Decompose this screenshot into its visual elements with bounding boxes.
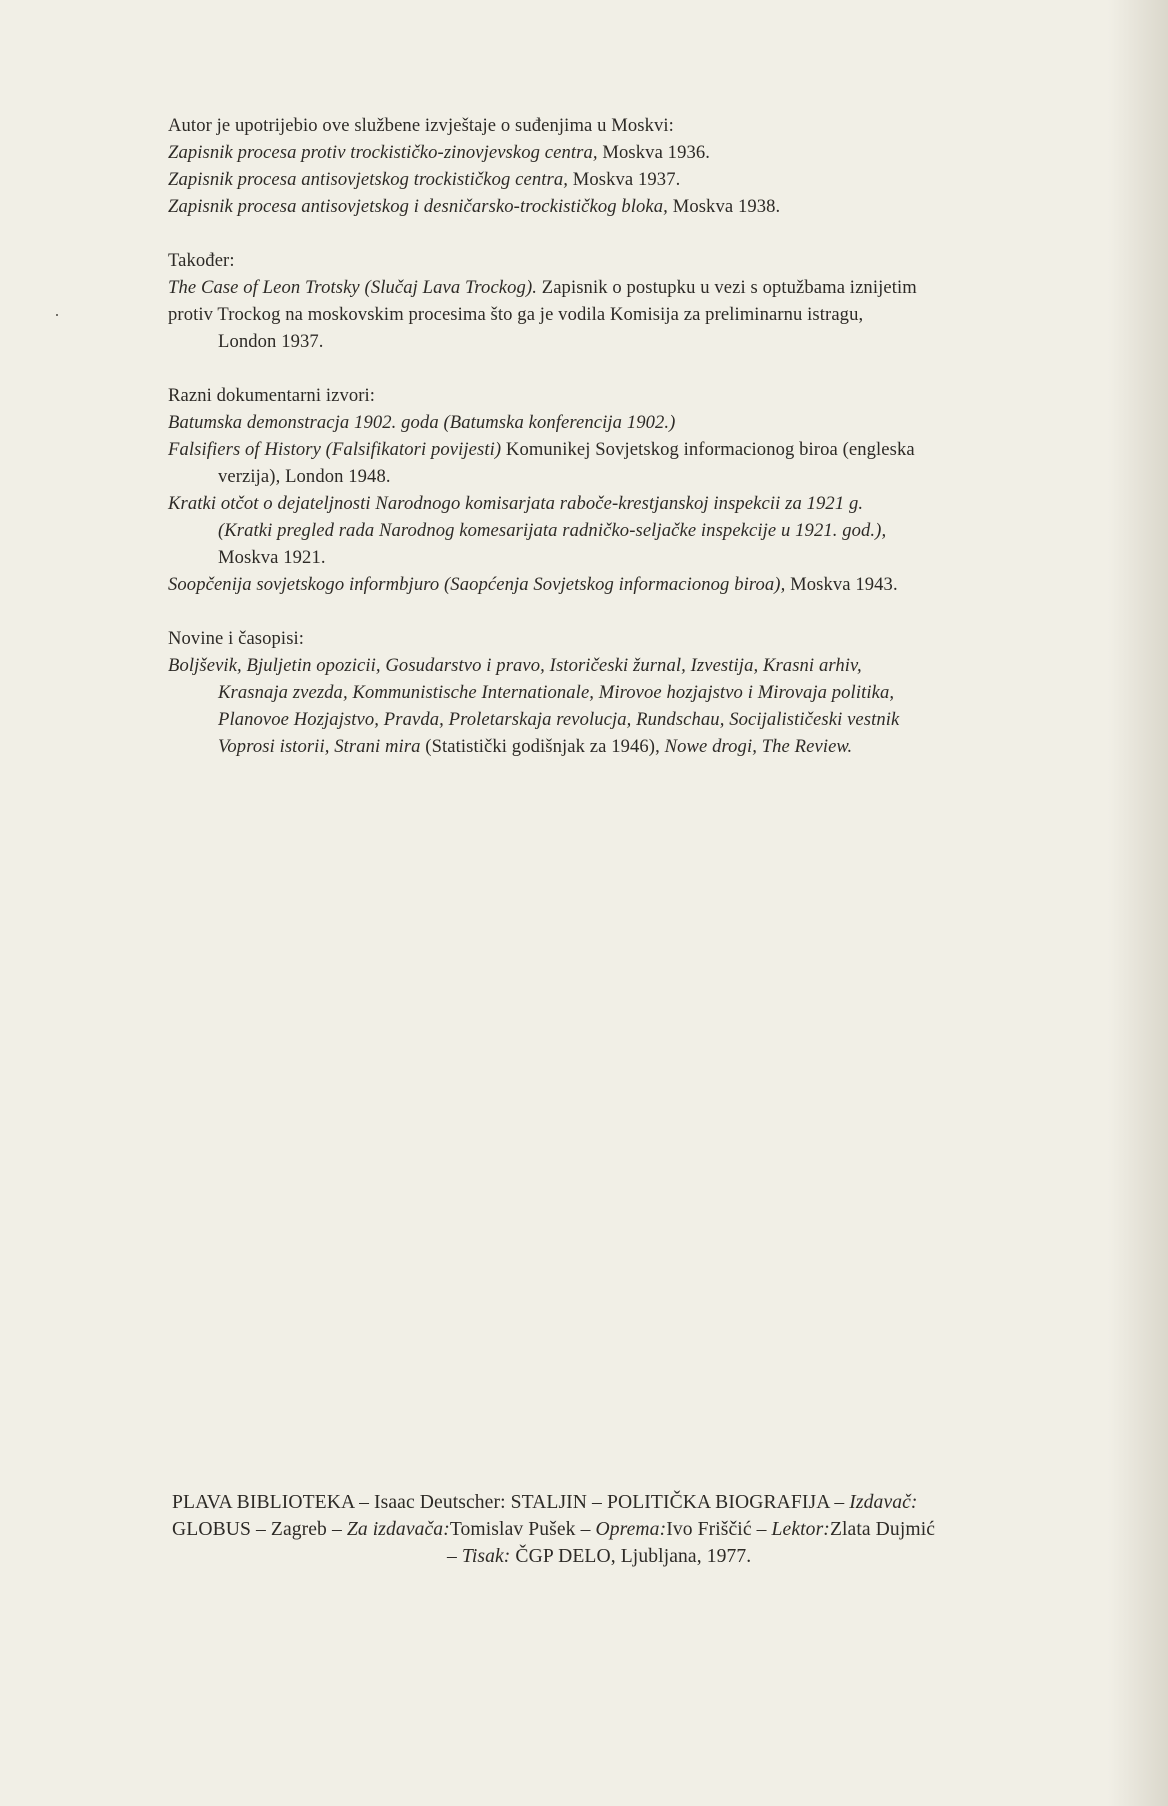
report-title: Zapisnik procesa protiv trockističko-zinovjevskog centra,: [168, 142, 598, 163]
report-place: Moskva 1938.: [672, 196, 781, 217]
trotsky-case-entry: [168, 274, 1098, 301]
design: Ivo Friščić –: [666, 1519, 767, 1540]
colophon: [172, 1489, 1102, 1570]
print-label: Tisak:: [461, 1546, 511, 1567]
trotsky-case-text-1: Zapisnik o postupku u vezi s optužbama iznijetim: [541, 277, 917, 298]
printer: ČGP DELO, Ljubljana, 1977.: [515, 1546, 752, 1567]
newspapers-line: [168, 652, 1098, 679]
newspapers-note: (Statistički godišnjak za 1946),: [425, 736, 660, 757]
source-text-continued: verzija), London 1948.: [218, 466, 391, 487]
report-title: Zapisnik procesa antisovjetskog i desničarsko-trockističkog bloka,: [168, 196, 668, 217]
newspapers-list: Nowe drogi, The Review.: [664, 736, 853, 757]
colophon-line-3: [172, 1543, 1102, 1570]
publisher: GLOBUS – Zagreb –: [172, 1519, 342, 1540]
source-title: Falsifiers of History (Falsifikatori povijesti): [168, 439, 502, 460]
page-edge-shadow: [1108, 0, 1168, 1806]
source-title: Soopčenija sovjetskogo informbjuro (Saopćenja Sovjetskog informacionog biroa),: [168, 574, 786, 595]
newspapers-list: Boljševik, Bjuljetin opozicii, Gosudarstvo i pravo, Istoričeski žurnal, Izvestija, Krasni arhiv,: [168, 655, 862, 676]
design-label: Oprema:: [595, 1519, 667, 1540]
for-publisher-label: Za izdavača:: [346, 1519, 450, 1540]
trotsky-case-text-3: London 1937.: [218, 331, 324, 352]
source-entry-kratki: [168, 490, 1098, 517]
colophon-line-1: [172, 1489, 1102, 1516]
trial-reports-section: [168, 112, 1098, 220]
report-entry: [168, 166, 1098, 193]
editor-label: Lektor:: [771, 1519, 830, 1540]
trotsky-case-text-2: protiv Trockog na moskovskim procesima što ga je vodila Komisija za preliminarnu istragu,: [168, 304, 864, 325]
source-title-translation: (Kratki pregled rada Narodnog komesarijata radničko-seljačke inspekcije u 1921. god.),: [218, 520, 887, 541]
newspapers-list: Planovoe Hozjajstvo, Pravda, Proletarskaja revolucja, Rundschau, Socijalističeski vestnik: [218, 709, 900, 730]
trotsky-case-title: The Case of Leon Trotsky (Slučaj Lava Trockog).: [168, 277, 537, 298]
report-entry: [168, 139, 1098, 166]
newspapers-line: [168, 733, 1098, 760]
documentary-sources-section: [168, 382, 1098, 598]
section-heading-newspapers: Novine i časopisi:: [168, 628, 305, 649]
publisher-label: Izdavač:: [849, 1492, 918, 1513]
newspapers-section: [168, 625, 1098, 760]
section-heading-also: Također:: [168, 250, 235, 271]
also-section: [168, 247, 1098, 355]
source-entry-batumska: [168, 409, 1098, 436]
source-entry-soopcenija: [168, 571, 1098, 598]
report-entry: [168, 193, 1098, 220]
source-entry-falsifiers: [168, 436, 1098, 463]
source-text: Komunikej Sovjetskog informacionog biroa (engleska: [505, 439, 915, 460]
series-and-title: PLAVA BIBLIOTEKA – Isaac Deutscher: STALJIN – POLITIČKA BIOGRAFIJA –: [172, 1492, 845, 1513]
newspapers-list: Krasnaja zvezda, Kommunistische Internationale, Mirovoe hozjajstvo i Mirovaja politika,: [218, 682, 895, 703]
source-place: Moskva 1943.: [790, 574, 898, 595]
source-title: Kratki otčot o dejateljnosti Narodnogo komisarjata raboče-krestjanskoj inspekcii za 1921 g.: [168, 493, 864, 514]
newspapers-line: [168, 679, 1098, 706]
for-publisher: Tomislav Pušek –: [449, 1519, 591, 1540]
bibliography-text: [168, 112, 1098, 787]
section-heading-trials: Autor je upotrijebio ove službene izvještaje o suđenjima u Moskvi:: [168, 115, 674, 136]
source-title-continued: [168, 517, 1098, 544]
source-place: Moskva 1921.: [218, 547, 326, 568]
newspapers-line: [168, 706, 1098, 733]
section-heading-docs: Razni dokumentarni izvori:: [168, 385, 376, 406]
colophon-line-2: [172, 1516, 1102, 1543]
report-place: Moskva 1936.: [602, 142, 711, 163]
dash: –: [447, 1546, 457, 1567]
report-place: Moskva 1937.: [572, 169, 681, 190]
editor: Zlata Dujmić: [829, 1519, 936, 1540]
source-title: Batumska demonstracja 1902. goda (Batumska konferencija 1902.): [168, 412, 676, 433]
ink-speck: [56, 314, 58, 316]
report-title: Zapisnik procesa antisovjetskog trockističkog centra,: [168, 169, 568, 190]
newspapers-list: Voprosi istorii, Strani mira: [218, 736, 421, 757]
